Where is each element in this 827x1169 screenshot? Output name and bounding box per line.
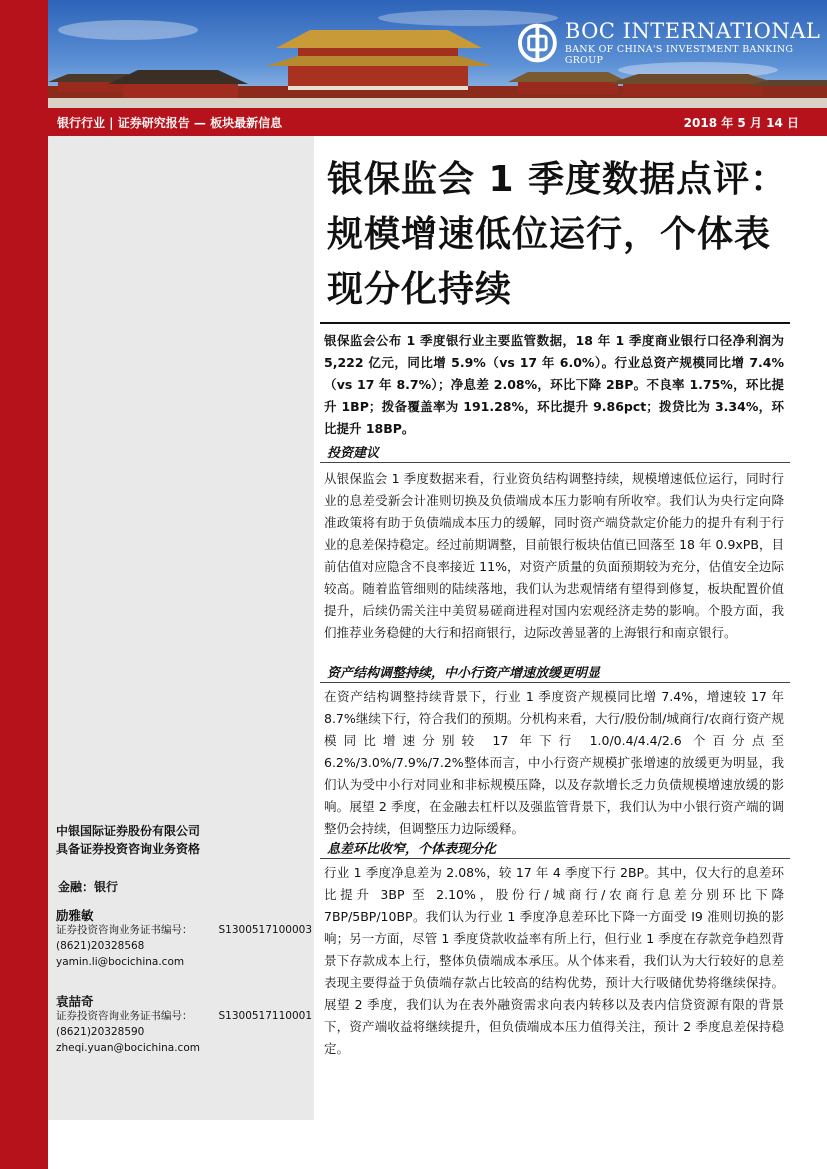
analyst-email[interactable]: yamin.li@bocichina.com: [56, 956, 185, 968]
left-red-band: [0, 0, 48, 1169]
company-qualification: 具备证券投资咨询业务资格: [56, 842, 201, 856]
section-body-margin: 行业 1 季度净息差为 2.08%，较 17 年 4 季度下行 2BP。其中，仅大行的息差环比提升 3BP 至 2.10%，股份行/城商行/农商行息差分别环比下降 7BP/5BP/10BP。我们认为行业 1 季度净息差环比下降一方面受 I9 准则切换的影响；另一方面，尽管 1 季度贷款收益率有所上行，但行业 1 季度在存款竞争趋烈背景下存款成本上行，整体负债端成本承压。从个体来看，我们认为大行较好的息差表现主要得益于负债端存款占比较高的结构优势，预计大行吸储优势将继续保持。展望 2 季度，我们认为在表外融资需求向表内转移以及表内信贷资源有限的背景下，资产端收益将继续提升，但负债端成本压力值得关注，预计 2 季度息差保持稳定。: [324, 865, 784, 1056]
section-heading-margin: 息差环比收窄，个体表现分化: [327, 842, 497, 857]
section-divider: [320, 858, 790, 859]
company-name: 中银国际证券股份有限公司: [56, 824, 201, 838]
section-heading-asset: 资产结构调整持续，中小行资产增速放缓更明显: [327, 666, 601, 681]
analyst-email[interactable]: zheqi.yuan@bocichina.com: [56, 1042, 200, 1054]
analyst-cert-number: S1300517110001: [218, 1010, 312, 1022]
sidebar-panel: [48, 136, 314, 1120]
analyst-name: 励雅敏: [56, 908, 94, 923]
bank-of-china-logo-icon: [518, 23, 557, 63]
boci-logo: [518, 20, 827, 66]
title-divider: [320, 322, 790, 324]
report-header-bar: [48, 108, 827, 136]
report-date: 2018 年 5 月 14 日: [683, 116, 799, 130]
company-info: [56, 822, 200, 858]
report-title: [327, 152, 807, 317]
analyst-phone: (8621)20328568: [56, 940, 145, 952]
analyst-cert-label: 证券投资咨询业务证书编号：: [56, 1010, 193, 1022]
analyst-info: [56, 922, 312, 970]
report-category: 银行行业 | 证券研究报告 — 板块最新信息: [57, 116, 283, 130]
analyst-cert-label: 证券投资咨询业务证书编号：: [56, 924, 193, 936]
title-line-2: 规模增速低位运行，个体表: [327, 214, 772, 255]
section-body-investment: 从银保监会 1 季度数据来看，行业资负结构调整持续，规模增速低位运行，同时行业的息差受新会计准则切换及负债端成本压力影响有所收窄。我们认为央行定向降准政策将有助于负债端成本压力的缓解，同时资产端贷款定价能力的提升有利于行业的息差保持稳定。经过前期调整，目前银行板块估值已回落至 18 年 0.9xPB，目前估值对应隐含不良率接近 11%，对资产质量的负面预期较为充分，估值安全边际较高。随着监管细则的陆续落地，我们认为悲观情绪有望得到修复，板块配置价值提升，后续仍需关注中美贸易磋商进程对国内宏观经济走势的影响。个股方面，我们推荐业务稳健的大行和招商银行，边际改善显著的上海银行和南京银行。: [324, 471, 784, 640]
title-line-1: 银保监会 1 季度数据点评：: [327, 159, 788, 200]
summary-paragraph: 银保监会公布 1 季度银行业主要监管数据，18 年 1 季度商业银行口径净利润为 5,222 亿元，同比增 5.9%（vs 17 年 6.0%）。行业总资产规模同比增 7.4%（vs 17 年 8.7%）；净息差 2.08%，环比下降 2BP。不良率 1.75%，环比提升 1BP；拨备覆盖率为 191.28%，环比提升 9.86pct；拨贷比为 3.34%，环比提升 18BP。: [324, 333, 784, 436]
section-divider: [320, 682, 790, 683]
section-divider: [320, 462, 790, 463]
analyst-info: [56, 1008, 312, 1056]
analyst-name: 袁喆奇: [56, 994, 94, 1009]
title-line-3: 现分化持续: [327, 269, 513, 310]
section-body-asset: 在资产结构调整持续背景下，行业 1 季度资产规模同比增 7.4%，增速较 17 年 8.7%继续下行，符合我们的预期。分机构来看，大行/股份制/城商行/农商行资产规模同比增速分别较 17 年下行 1.0/0.4/4.4/2.6 个百分点至 6.2%/3.0%/7.9%/7.2%整体而言，中小行资产规模扩张增速的放缓更为明显，我们认为受中小行对同业和非标规模压降，以及存款增长乏力负债规模增速放缓的影响。展望 2 季度，在金融去杠杆以及强监管背景下，我们认为中小银行资产端的调整仍会持续，但调整压力边际缓释。: [324, 689, 784, 836]
analyst-cert-number: S1300517100003: [218, 924, 312, 936]
analyst-phone: (8621)20328590: [56, 1026, 145, 1038]
logo-sub-text: BANK OF CHINA'S INVESTMENT BANKING GROUP: [564, 44, 794, 66]
section-heading-investment: 投资建议: [327, 446, 380, 461]
logo-main-text: BOC INTERNATIONAL: [564, 19, 821, 43]
sector-label: 金融：银行: [58, 880, 119, 894]
